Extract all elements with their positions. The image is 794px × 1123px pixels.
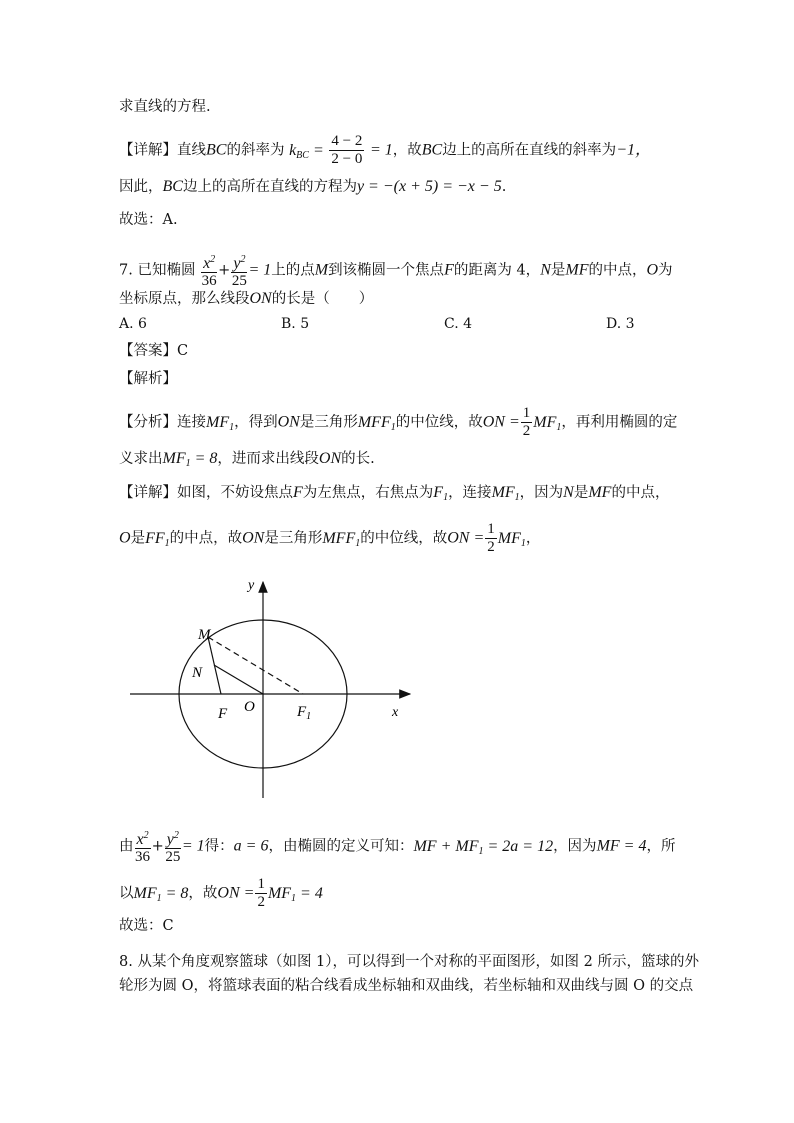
text-fragment: 故选：A.: [119, 212, 178, 228]
analysis-line-2: [119, 449, 375, 474]
derivation-line-1: 由 $\frac{x^2}{36}$ + $\frac{y^2}{25}$ = 1得：a = 6，由椭圆的定义可知：MF + $MF_1 = 2a = 12$，因为MF = 4，所: [119, 827, 675, 866]
text-fragment: 【分析】连接: [119, 414, 206, 431]
math-var: N: [563, 484, 574, 501]
math-var: F: [293, 484, 303, 501]
analysis-heading: [119, 369, 177, 389]
y-label: y: [248, 578, 255, 593]
text-fragment: 是三角形: [264, 530, 323, 547]
math-expr: y = −(x + 5) = −x − 5: [356, 178, 502, 195]
text-fragment: 故选：C: [119, 918, 174, 934]
text-fragment: 得：: [204, 838, 234, 855]
text-fragment: 的斜率为: [226, 142, 285, 159]
math-var: ON: [242, 529, 265, 547]
choice-line: [119, 916, 174, 936]
question-8-line-1: [119, 952, 699, 972]
math-var: O: [646, 261, 659, 279]
text-fragment: 边上的高所在直线的方程为: [182, 179, 357, 195]
text-fragment: ，进而求出线段: [217, 451, 319, 467]
math-expr: $MF_1 = 8$: [133, 884, 189, 904]
math-var: BC: [421, 141, 443, 159]
text-fragment: 的中点，: [588, 262, 647, 279]
question-7-line-2: [119, 289, 373, 309]
text-fragment: 是三角形: [299, 414, 358, 431]
text-fragment: 由: [119, 838, 134, 855]
math-expr: $MF_1$: [491, 484, 520, 503]
math-expr: ON =: [447, 529, 485, 547]
math-expr: $MF_1 = 8$: [162, 450, 218, 469]
option-b: B. 5: [281, 316, 310, 332]
math-var: F: [444, 261, 454, 279]
math-fraction: $\frac{1}{2}$: [257, 876, 265, 910]
math-fraction: $\frac{4 - 2}{2 - 0}$: [331, 133, 363, 167]
text-fragment: 【答案】C: [119, 343, 189, 359]
derivation-line-2: [119, 876, 323, 911]
math-expr: ON =: [217, 884, 255, 902]
math-var: O: [119, 529, 131, 547]
text-fragment: ，再利用椭圆的定: [561, 414, 678, 431]
math-expr: $k_{BC}$ =: [289, 141, 324, 161]
text-fragment: ，因为: [519, 485, 564, 501]
math-expr: $F_1$: [433, 484, 449, 503]
math-expr: a = 6: [233, 837, 269, 855]
text-fragment: .: [501, 179, 507, 195]
math-var: MF: [565, 261, 589, 279]
math-expr: ON =: [482, 413, 520, 431]
math-fraction: $\frac{x^2}{36}$: [201, 251, 217, 290]
text-fragment: ，因为: [553, 838, 597, 855]
math-expr: = 1: [369, 141, 393, 159]
f1-label: $F_1$: [297, 704, 312, 722]
f-label: F: [218, 706, 228, 722]
text-fragment: 8. 从某个角度观察篮球（如图 1），可以得到一个对称的平面图形，如图 2 所示，篮球的外: [119, 954, 699, 970]
text-fragment: ，连接: [448, 485, 492, 501]
text-fragment: 的中位线，故: [395, 414, 483, 431]
math-fraction: $\frac{1}{2}$: [487, 521, 495, 555]
math-expr: $MF_1 = 4$: [267, 884, 323, 904]
detail-line-2: [119, 177, 506, 197]
math-expr: $MFF_1$: [322, 529, 361, 549]
text-line: [119, 210, 178, 230]
math-expr: MF = 4: [596, 837, 647, 855]
math-expr: = 1: [248, 261, 272, 279]
segment-mf1: [208, 637, 303, 694]
text-fragment: 到该椭圆一个焦点: [328, 262, 445, 279]
text-fragment: 是: [573, 485, 589, 501]
text-fragment: 边上的高所在直线的斜率为: [442, 142, 617, 159]
math-fraction: $\frac{y^2}{25}$: [165, 827, 181, 866]
text-fragment: 是: [130, 530, 146, 547]
solution-line-2: [119, 521, 540, 556]
math-expr: $FF_1$: [145, 529, 170, 549]
text-fragment: ，: [525, 530, 541, 547]
math-var: ON: [277, 413, 300, 431]
o-label: O: [244, 699, 255, 715]
text-fragment: 是: [550, 262, 566, 279]
math-var: MF: [588, 484, 612, 501]
math-expr: $MFF_1$: [357, 413, 396, 433]
text-fragment: 的距离为 4，: [453, 262, 541, 279]
text-fragment: 的长是（ ）: [271, 291, 374, 307]
math-expr: $MF_1$: [497, 529, 526, 549]
text-fragment: 以: [119, 885, 134, 902]
option-a: A. 6: [119, 316, 147, 332]
analysis-line-1: [119, 405, 677, 440]
text-fragment: ，故: [392, 142, 422, 159]
text-fragment: 的中点，故: [169, 530, 243, 547]
math-expr: MF + $MF_1 = 2a = 12$: [413, 837, 554, 857]
text-fragment: 7. 已知椭圆: [119, 262, 196, 279]
math-expr: −1，: [616, 141, 651, 159]
detail-line-1: [119, 133, 651, 168]
text-fragment: 为: [658, 262, 673, 279]
question-7-line-1: 7. 已知椭圆 $\frac{x^2}{36}$ + $\frac{y^2}{25}$ = 1上的点M到该椭圆一个焦点F的距离为 4，N是MF的中点，O为: [119, 251, 673, 290]
math-var: BC: [162, 178, 183, 195]
math-var: ON: [318, 450, 342, 467]
n-label: N: [192, 665, 203, 681]
math-fraction: $\frac{y^2}{25}$: [231, 251, 247, 290]
answer-line: [119, 341, 188, 361]
math-expr: $MF_1$: [533, 413, 562, 433]
text-fragment: 轮形为圆 O，将篮球表面的粘合线看成坐标轴和双曲线，若坐标轴和双曲线与圆 O 的交点: [119, 978, 694, 994]
text-fragment: 上的点: [271, 262, 315, 279]
math-var: M: [314, 261, 329, 279]
option-c: C. 4: [444, 316, 473, 332]
text-fragment: 的中点，: [611, 485, 670, 501]
text-fragment: ，得到: [234, 414, 278, 431]
math-expr: $MF_1$: [206, 413, 235, 433]
ellipse-figure: [120, 570, 420, 805]
option-d: D. 3: [606, 316, 635, 332]
text-fragment: ，所: [646, 838, 676, 855]
text-fragment: 的中位线，故: [360, 530, 448, 547]
text-fragment: 因此，: [119, 179, 163, 195]
text-fragment: ，由椭圆的定义可知：: [268, 838, 414, 855]
math-fraction: $\frac{x^2}{36}$: [135, 827, 151, 866]
text-fragment: 坐标原点，那么线段: [119, 291, 250, 307]
segment-on: [214, 665, 263, 694]
math-fraction: $\frac{1}{2}$: [522, 405, 531, 439]
text-fragment: 【解析】: [119, 371, 177, 387]
solution-line-1: [119, 483, 669, 508]
text-fragment: 义求出: [119, 451, 163, 467]
text-fragment: 的长.: [341, 451, 375, 467]
text-fragment: 【详解】如图，不妨设焦点: [119, 485, 293, 501]
math-var: ON: [249, 290, 272, 307]
question-8-line-2: [119, 976, 693, 996]
text-line: [119, 97, 211, 117]
math-expr: = 1: [181, 837, 205, 855]
x-label: x: [392, 705, 399, 720]
math-var: N: [540, 261, 551, 279]
text-fragment: ，故: [188, 885, 218, 902]
m-label: M: [198, 627, 211, 643]
text-fragment: 求直线的方程.: [119, 99, 211, 115]
text-fragment: 为左焦点，右焦点为: [302, 485, 434, 501]
math-var: BC: [206, 141, 227, 159]
text-fragment: 【详解】直线: [119, 142, 206, 159]
